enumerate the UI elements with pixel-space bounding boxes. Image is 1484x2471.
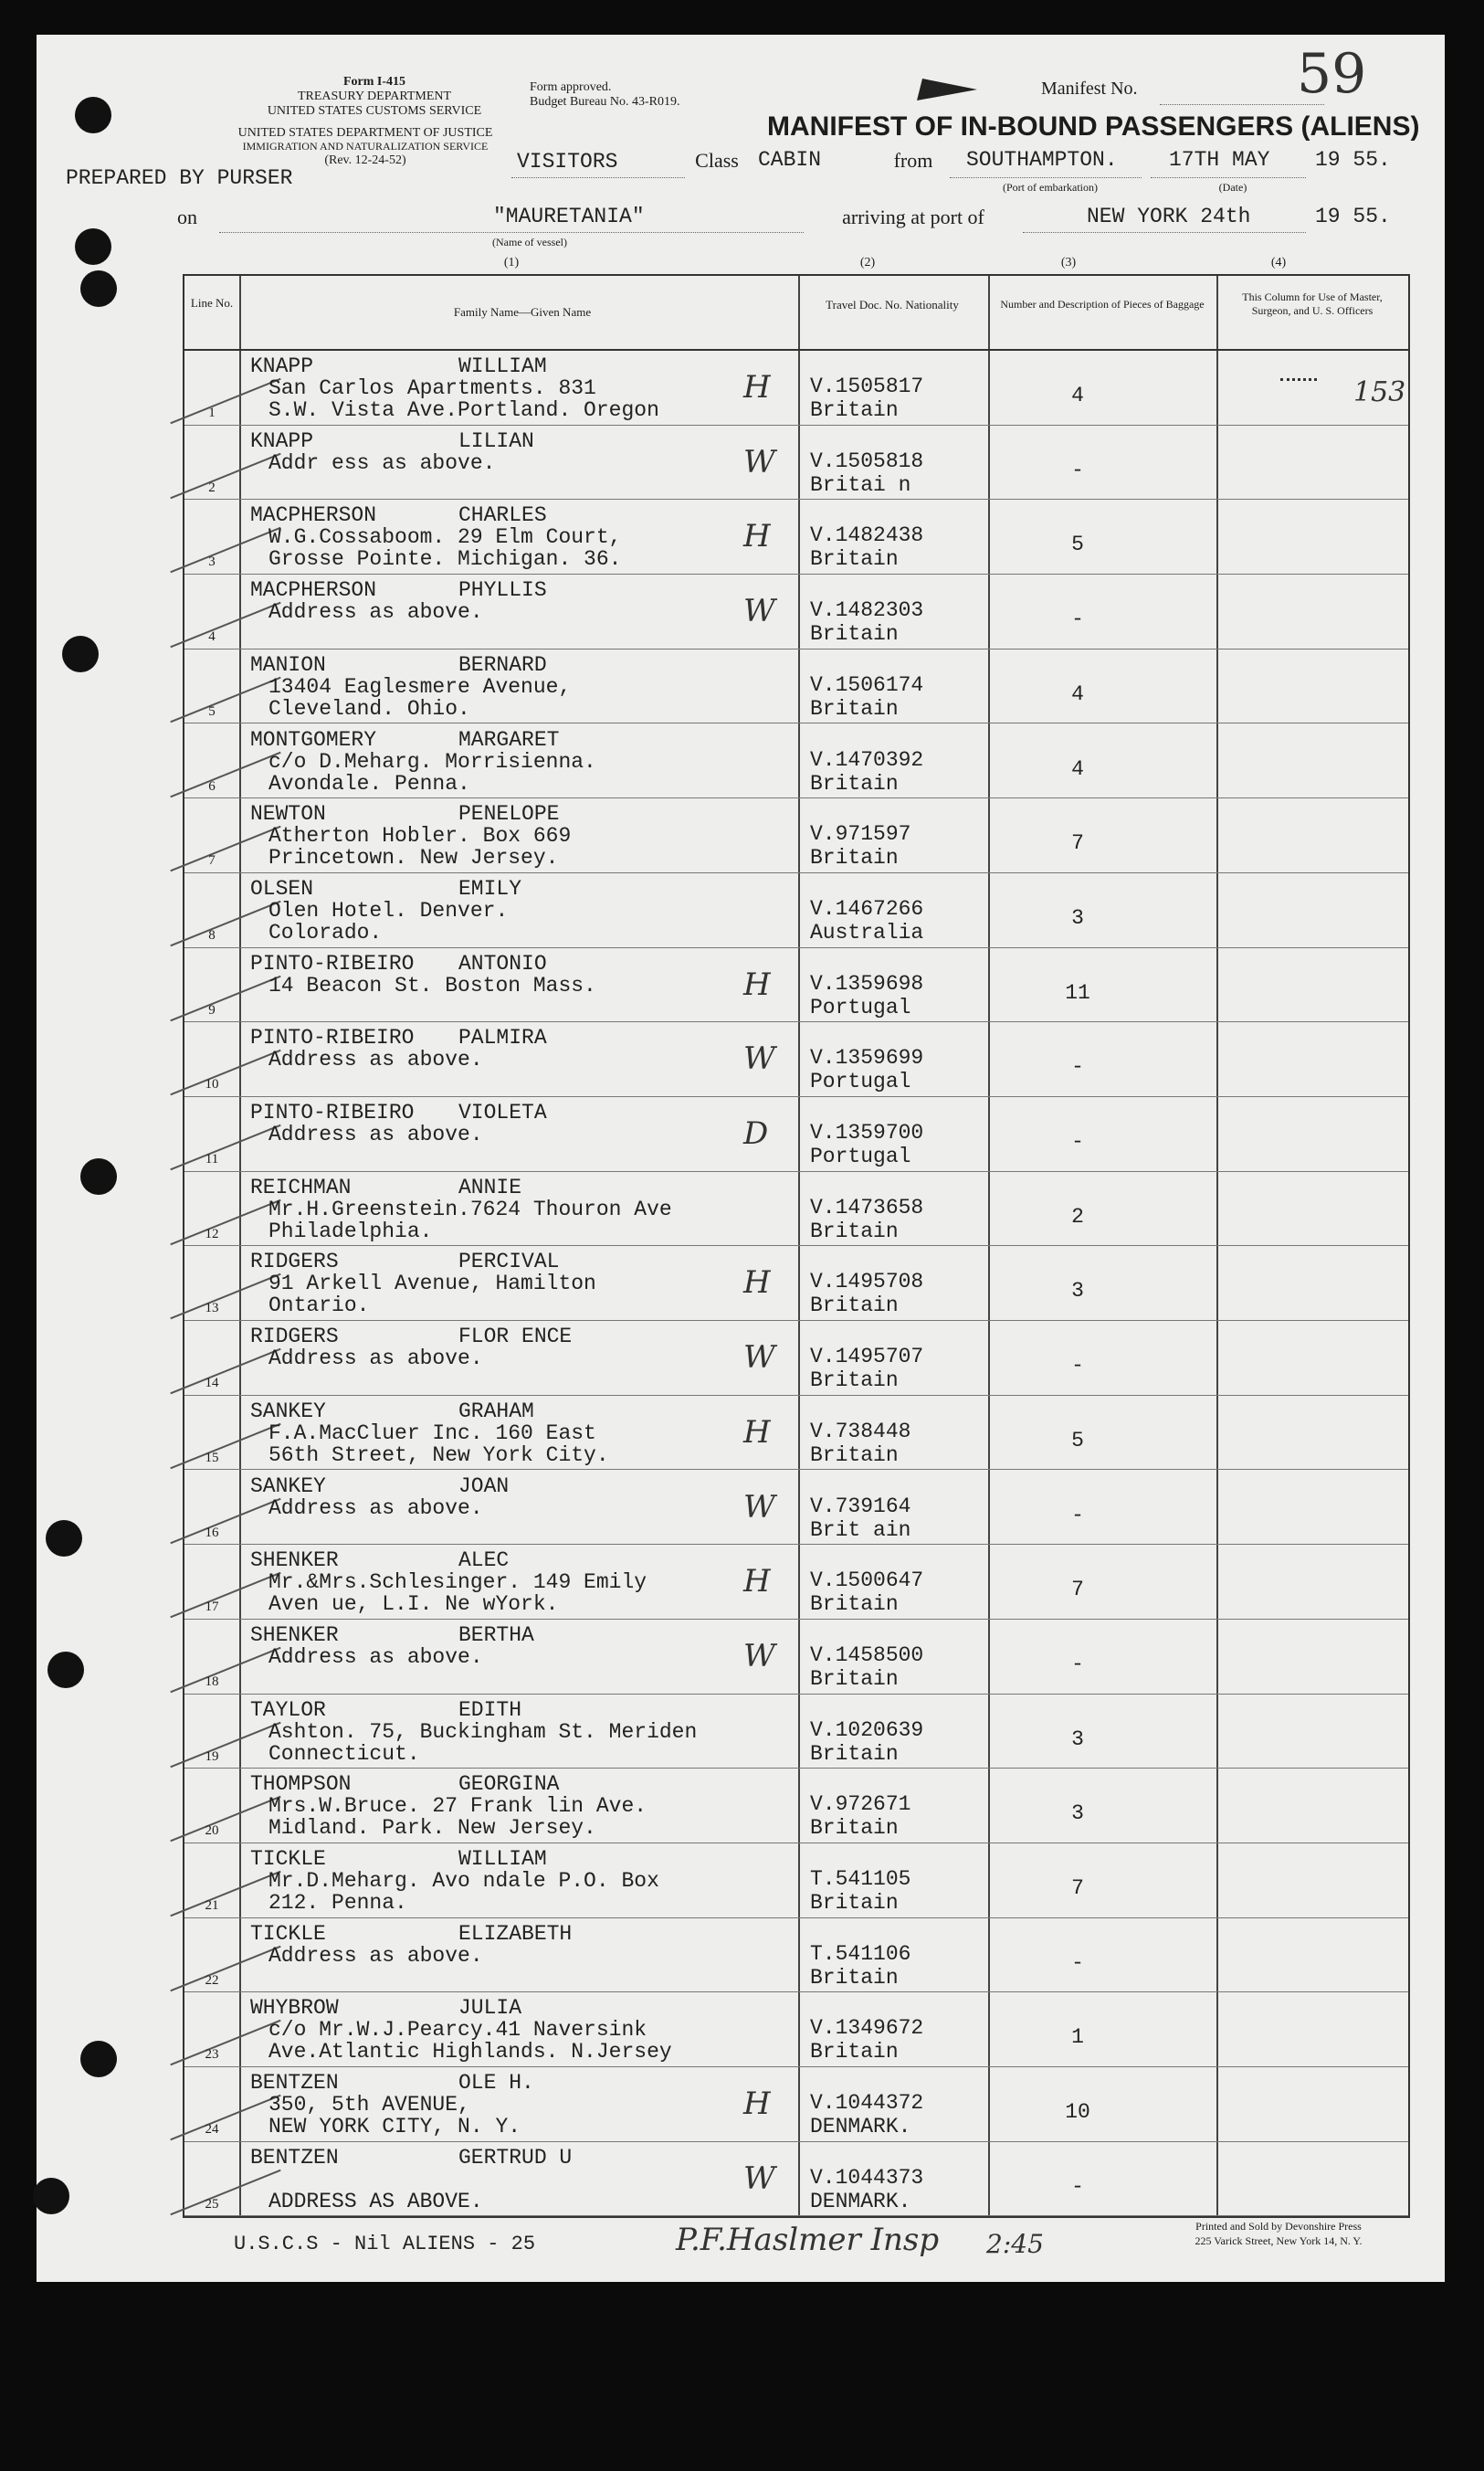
given-name: OLE H. (458, 2071, 534, 2096)
table-row (184, 1022, 1408, 1096)
travel-doc-number: T.541105 (810, 1867, 911, 1891)
table-row (184, 1321, 1408, 1395)
family-name: MONTGOMERY (250, 727, 377, 752)
nationality: Portugal (810, 995, 911, 1019)
line-number: 4 (208, 629, 216, 645)
table-row (184, 500, 1408, 574)
line-number: 11 (205, 1152, 219, 1167)
binder-hole (46, 1520, 82, 1557)
customs-service: UNITED STATES CUSTOMS SERVICE (267, 104, 482, 118)
line-number: 25 (205, 2196, 219, 2212)
given-name: LILIAN (458, 428, 534, 453)
address-line-2: 56th Street, New York City. (268, 1442, 609, 1467)
line-number: 15 (205, 1450, 219, 1465)
table-row (184, 1695, 1408, 1769)
address-line-1: Address as above. (268, 1644, 483, 1669)
vessel-name: "MAURETANIA" (493, 205, 645, 228)
address-line-1: Address as above. (268, 600, 483, 625)
cabin-value: CABIN (758, 148, 822, 172)
line-number: 17 (205, 1600, 219, 1615)
status-mark: H (743, 369, 771, 406)
given-name: JULIA (458, 1996, 522, 2021)
address-line-1: Atherton Hobler. Box 669 (268, 824, 572, 849)
table-row (184, 2142, 1408, 2216)
baggage-count: - (1071, 1130, 1084, 1154)
nationality: Britain (810, 622, 899, 647)
baggage-count: - (1071, 458, 1084, 482)
travel-doc-number: V.738448 (810, 1419, 911, 1443)
travel-doc-number: V.1482303 (810, 598, 924, 623)
header-baggage: Number and Description of Pieces of Baggage (1000, 298, 1205, 311)
nationality: Brit ain (810, 1517, 911, 1542)
treasury-dept: TREASURY DEPARTMENT (297, 90, 452, 103)
vessel-caption: (Name of vessel) (492, 236, 567, 248)
form-revision: (Rev. 12-24-52) (324, 153, 406, 167)
given-name: GERTRUD U (458, 2145, 573, 2170)
table-row (184, 1769, 1408, 1843)
baggage-count: - (1071, 1503, 1084, 1527)
baggage-count: 10 (1065, 2100, 1090, 2125)
address-line-2: Connecticut. (268, 1741, 420, 1766)
given-name: ANTONIO (458, 951, 547, 976)
nationality: Britain (810, 1741, 899, 1766)
address-line-1: W.G.Cossaboom. 29 Elm Court, (268, 525, 622, 550)
family-name: KNAPP (250, 428, 314, 453)
address-line-1: 350, 5th AVENUE, (268, 2093, 470, 2117)
line-number: 9 (208, 1002, 216, 1018)
table-row (184, 1843, 1408, 1917)
travel-doc-number: V.1500647 (810, 1568, 924, 1593)
family-name: RIDGERS (250, 1325, 339, 1349)
given-name: JOAN (458, 1473, 510, 1498)
given-name: FLOR ENCE (458, 1325, 573, 1349)
travel-doc-number: V.1467266 (810, 896, 924, 921)
travel-doc-number: V.1458500 (810, 1642, 924, 1667)
address-line-1: Address as above. (268, 1123, 483, 1146)
departure-year: 19 55. (1315, 148, 1391, 172)
given-name: VIOLETA (458, 1101, 547, 1125)
family-name: NEWTON (250, 802, 326, 827)
travel-doc-number: V.1495707 (810, 1345, 924, 1369)
baggage-count: 7 (1071, 1876, 1084, 1900)
inspection-time: 2:45 (986, 2229, 1044, 2259)
nationality: Britain (810, 1368, 899, 1393)
given-name: BERTHA (458, 1622, 534, 1647)
travel-doc-number: V.1359700 (810, 1121, 924, 1145)
address-line-1: Address as above. (268, 1048, 483, 1072)
table-row (184, 1918, 1408, 1992)
table-row (184, 2067, 1408, 2141)
date-caption: (Date) (1218, 181, 1247, 194)
baggage-count: 3 (1071, 1279, 1084, 1304)
nationality: Britain (810, 846, 899, 871)
nationality: Britain (810, 1891, 899, 1915)
family-name: BENTZEN (250, 2145, 339, 2170)
header-name: Family Name—Given Name (453, 305, 592, 319)
address-line-1: Olen Hotel. Denver. (268, 898, 509, 923)
status-mark: W (743, 443, 775, 480)
binder-hole (33, 2178, 69, 2214)
address-line-1: Mrs.W.Bruce. 27 Frank lin Ave. (268, 1794, 647, 1819)
baggage-count: 5 (1071, 533, 1084, 557)
family-name: REICHMAN (250, 1175, 352, 1199)
address-line-1: 14 Beacon St. Boston Mass. (268, 973, 596, 998)
address-line-2: Ave.Atlantic Highlands. N.Jersey (268, 2040, 672, 2064)
given-name: WILLIAM (458, 1847, 547, 1871)
shipping-flag-icon (913, 73, 986, 110)
line-number: 22 (205, 1972, 219, 1988)
address-line-1: Addr ess as above. (268, 450, 496, 475)
uscs-note: U.S.C.S - Nil ALIENS - 25 (234, 2233, 536, 2255)
table-row (184, 1620, 1408, 1694)
nationality: Britain (810, 2040, 899, 2064)
line-number: 13 (205, 1301, 219, 1316)
line-number: 8 (208, 927, 216, 943)
travel-doc-number: V.1359698 (810, 971, 924, 996)
line-number: 6 (208, 778, 216, 794)
table-row (184, 724, 1408, 798)
travel-doc-number: V.1044373 (810, 2165, 924, 2190)
col3-number: (3) (1060, 256, 1077, 269)
status-mark: W (743, 2159, 775, 2197)
nationality: Britain (810, 398, 899, 422)
binder-hole (62, 636, 99, 672)
address-line-2: Avondale. Penna. (268, 771, 470, 796)
given-name: GEORGINA (458, 1772, 560, 1797)
given-name: ELIZABETH (458, 1921, 573, 1946)
status-mark: H (743, 1413, 771, 1451)
address-line-2: 212. Penna. (268, 1891, 407, 1915)
class-value: VISITORS (517, 150, 618, 174)
family-name: TICKLE (250, 1847, 326, 1871)
travel-doc-number: V.1473658 (810, 1195, 924, 1220)
given-name: ALEC (458, 1548, 510, 1573)
status-mark: H (743, 966, 771, 1003)
line-number: 23 (205, 2047, 219, 2063)
line-number: 12 (205, 1226, 219, 1241)
table-row (184, 948, 1408, 1022)
address-line-1: F.A.MacCluer Inc. 160 East (268, 1420, 596, 1445)
class-label: Class (695, 149, 739, 172)
table-row (184, 873, 1408, 947)
baggage-count: 4 (1071, 681, 1084, 706)
line-number: 18 (205, 1674, 219, 1689)
nationality: Portugal (810, 1070, 911, 1094)
given-name: ANNIE (458, 1175, 522, 1199)
family-name: MACPHERSON (250, 578, 377, 603)
line-number: 3 (208, 554, 216, 570)
nationality: Britain (810, 696, 899, 721)
status-mark: W (743, 1339, 775, 1377)
manifest-number: 59 (1297, 42, 1367, 106)
nationality: Britain (810, 547, 899, 572)
travel-doc-number: V.971597 (810, 822, 911, 847)
address-line-2: Princetown. New Jersey. (268, 846, 559, 871)
form-approved: Form approved. (530, 80, 612, 94)
table-row (184, 1992, 1408, 2066)
family-name: MACPHERSON (250, 503, 377, 528)
budget-bureau: Budget Bureau No. 43-R019. (530, 95, 680, 109)
nationality: Britain (810, 771, 899, 796)
header-travel-doc: Travel Doc. No. Nationality (826, 298, 959, 312)
printer-line-1: Printed and Sold by Devonshire Press (1195, 2220, 1362, 2233)
family-name: SANKEY (250, 1473, 326, 1498)
given-name: PHYLLIS (458, 578, 547, 603)
address-line-1: 13404 Eaglesmere Avenue, (268, 674, 572, 699)
manifest-no-label: Manifest No. (1041, 79, 1138, 99)
baggage-count: 3 (1071, 1801, 1084, 1826)
line-number: 20 (205, 1823, 219, 1839)
status-mark: H (743, 1264, 771, 1302)
address-line-1: Mr.D.Meharg. Avo ndale P.O. Box (268, 1869, 659, 1893)
family-name: TICKLE (250, 1921, 326, 1946)
line-number: 7 (208, 853, 216, 869)
table-row (184, 1396, 1408, 1470)
line-number: 14 (205, 1376, 219, 1391)
table-row (184, 1172, 1408, 1246)
travel-doc-number: V.1495708 (810, 1270, 924, 1294)
nationality: Britain (810, 1816, 899, 1841)
table-row (184, 798, 1408, 872)
given-name: GRAHAM (458, 1399, 534, 1423)
family-name: SHENKER (250, 1548, 339, 1573)
prepared-by-purser: PREPARED BY PURSER (66, 166, 293, 190)
col2-number: (2) (859, 256, 876, 269)
table-row (184, 1545, 1408, 1619)
travel-doc-number: V.1359699 (810, 1046, 924, 1071)
address-line-1: Address as above. (268, 1943, 483, 1968)
address-line-2: NEW YORK CITY, N. Y. (268, 2115, 521, 2139)
line-number: 2 (208, 480, 216, 495)
nationality: DENMARK. (810, 2189, 911, 2213)
address-line-1: c/o D.Meharg. Morrisienna. (268, 749, 596, 774)
travel-doc-number: V.972671 (810, 1792, 911, 1817)
status-mark: W (743, 1040, 775, 1078)
family-name: MANION (250, 652, 326, 677)
status-mark: H (743, 2086, 771, 2123)
arrival-port: NEW YORK 24th (1087, 205, 1251, 228)
given-name: BERNARD (458, 652, 547, 677)
line-number: 19 (205, 1748, 219, 1764)
travel-doc-number: T.541106 (810, 1941, 911, 1966)
binder-hole (80, 2041, 117, 2077)
baggage-count: 1 (1071, 2025, 1084, 2050)
table-row (184, 426, 1408, 500)
nationality: Britain (810, 1294, 899, 1318)
inspector-signature: P.F.Haslmer Insp (676, 2222, 940, 2258)
family-name: SHENKER (250, 1622, 339, 1647)
table-row (184, 1246, 1408, 1320)
arriving-label: arriving at port of (842, 206, 984, 228)
baggage-count: 7 (1071, 831, 1084, 856)
header-officers: This Column for Use of Master, Surgeon, and U. S. Officers (1242, 290, 1383, 317)
given-name: CHARLES (458, 503, 547, 528)
given-name: EMILY (458, 876, 522, 901)
travel-doc-number: V.739164 (810, 1494, 911, 1518)
address-line-1: Address as above. (268, 1346, 483, 1371)
binder-hole (47, 1652, 84, 1688)
manifest-title: MANIFEST OF IN-BOUND PASSENGERS (ALIENS) (767, 111, 1420, 142)
travel-doc-number: V.1505817 (810, 375, 924, 398)
baggage-count: - (1071, 1950, 1084, 1975)
travel-doc-number: V.1349672 (810, 2016, 924, 2041)
line-number: 16 (205, 1525, 219, 1540)
family-name: THOMPSON (250, 1772, 352, 1797)
address-line-1: Ashton. 75, Buckingham St. Meriden (268, 1719, 698, 1744)
address-line-2: Aven ue, L.I. Ne wYork. (268, 1592, 559, 1617)
ins-service: IMMIGRATION AND NATURALIZATION SERVICE (242, 140, 489, 153)
binder-hole (80, 1158, 117, 1195)
officer-note: 153 (1353, 376, 1406, 408)
family-name: PINTO-RIBEIRO (250, 1026, 415, 1051)
address-line-1: San Carlos Apartments. 831 (268, 376, 596, 400)
embarkation-caption: (Port of embarkation) (1003, 181, 1098, 194)
given-name: EDITH (458, 1697, 522, 1722)
address-line-2: Ontario. (268, 1294, 370, 1318)
nationality: Britain (810, 1219, 899, 1243)
address-line-2: ADDRESS AS ABOVE. (268, 2189, 483, 2213)
baggage-count: - (1071, 1652, 1084, 1676)
status-mark: H (743, 518, 771, 555)
line-number: 5 (208, 703, 216, 719)
baggage-count: 3 (1071, 905, 1084, 930)
travel-doc-number: V.1020639 (810, 1717, 924, 1742)
manifest-table (183, 274, 1410, 2218)
line-number: 21 (205, 1898, 219, 1913)
travel-doc-number: V.1506174 (810, 672, 924, 697)
table-row (184, 1097, 1408, 1171)
baggage-count: 5 (1071, 1428, 1084, 1452)
manifest-page (37, 35, 1445, 2282)
table-row (184, 649, 1408, 723)
address-line-2: Grosse Pointe. Michigan. 36. (268, 547, 622, 572)
nationality: Portugal (810, 1145, 911, 1168)
baggage-count: 2 (1071, 1204, 1084, 1229)
family-name: PINTO-RIBEIRO (250, 1101, 415, 1125)
baggage-count: 4 (1071, 384, 1084, 407)
col4-number: (4) (1270, 256, 1287, 269)
baggage-count: - (1071, 1055, 1084, 1080)
baggage-count: - (1071, 2174, 1084, 2199)
nationality: DENMARK. (810, 2115, 911, 2139)
status-mark: D (743, 1115, 769, 1152)
nationality: Britain (810, 1666, 899, 1691)
nationality: Britain (810, 1965, 899, 1990)
binder-hole (80, 270, 117, 307)
address-line-2: Philadelphia. (268, 1219, 433, 1243)
family-name: PINTO-RIBEIRO (250, 951, 415, 976)
status-mark: H (743, 1563, 771, 1600)
binder-hole (75, 228, 111, 265)
baggage-count: 7 (1071, 1578, 1084, 1602)
on-label: on (177, 206, 197, 228)
address-line-1: 91 Arkell Avenue, Hamilton (268, 1272, 596, 1296)
travel-doc-number: V.1505818 (810, 449, 924, 473)
given-name: WILLIAM (458, 354, 547, 378)
family-name: KNAPP (250, 354, 314, 378)
embarkation-port: SOUTHAMPTON. (966, 148, 1118, 172)
family-name: BENTZEN (250, 2071, 339, 2096)
nationality: Australia (810, 920, 924, 945)
line-number: 1 (208, 406, 216, 420)
line-number: 10 (205, 1077, 219, 1093)
address-line-1: c/o Mr.W.J.Pearcy.41 Naversink (268, 2018, 647, 2043)
travel-doc-number: V.1482438 (810, 523, 924, 548)
family-name: TAYLOR (250, 1697, 326, 1722)
departure-date: 17TH MAY (1169, 148, 1270, 172)
table-row (184, 575, 1408, 649)
table-row (184, 1471, 1408, 1545)
travel-doc-number: V.1044372 (810, 2091, 924, 2116)
binder-hole (75, 97, 111, 133)
printer-line-2: 225 Varick Street, New York 14, N. Y. (1195, 2234, 1363, 2247)
given-name: MARGARET (458, 727, 560, 752)
address-line-2: Midland. Park. New Jersey. (268, 1816, 596, 1841)
baggage-count: - (1071, 607, 1084, 632)
family-name: RIDGERS (250, 1250, 339, 1274)
baggage-count: - (1071, 1354, 1084, 1378)
status-mark: W (743, 593, 775, 630)
family-name: SANKEY (250, 1399, 326, 1423)
arrival-year: 19 55. (1315, 205, 1391, 228)
given-name: PENELOPE (458, 802, 560, 827)
family-name: OLSEN (250, 876, 314, 901)
line-number: 24 (205, 2122, 219, 2138)
status-mark: W (743, 1637, 775, 1674)
nationality: Britain (810, 1442, 899, 1467)
justice-dept: UNITED STATES DEPARTMENT OF JUSTICE (237, 126, 493, 140)
travel-doc-number: V.1470392 (810, 747, 924, 772)
address-line-2: Cleveland. Ohio. (268, 696, 470, 721)
nationality: Britain (810, 1592, 899, 1617)
status-mark: W (743, 1488, 775, 1526)
from-label: from (893, 149, 933, 172)
baggage-count: 3 (1071, 1727, 1084, 1751)
address-line-1: Address as above. (268, 1495, 483, 1520)
form-number: Form I-415 (342, 75, 406, 89)
header-line-no: Line No. (190, 296, 234, 310)
table-row (184, 351, 1408, 425)
nationality: Britai n (810, 472, 911, 497)
given-name: PERCIVAL (458, 1250, 560, 1274)
baggage-count: 4 (1071, 756, 1084, 781)
address-line-2: Colorado. (268, 920, 383, 945)
address-line-1: Mr.&Mrs.Schlesinger. 149 Emily (268, 1570, 647, 1595)
col1-number: (1) (503, 256, 520, 269)
address-line-1: Mr.H.Greenstein.7624 Thouron Ave (268, 1197, 672, 1221)
given-name: PALMIRA (458, 1026, 547, 1051)
address-line-2: S.W. Vista Ave.Portland. Oregon (268, 398, 659, 422)
family-name: WHYBROW (250, 1996, 339, 2021)
baggage-count: 11 (1065, 980, 1090, 1005)
